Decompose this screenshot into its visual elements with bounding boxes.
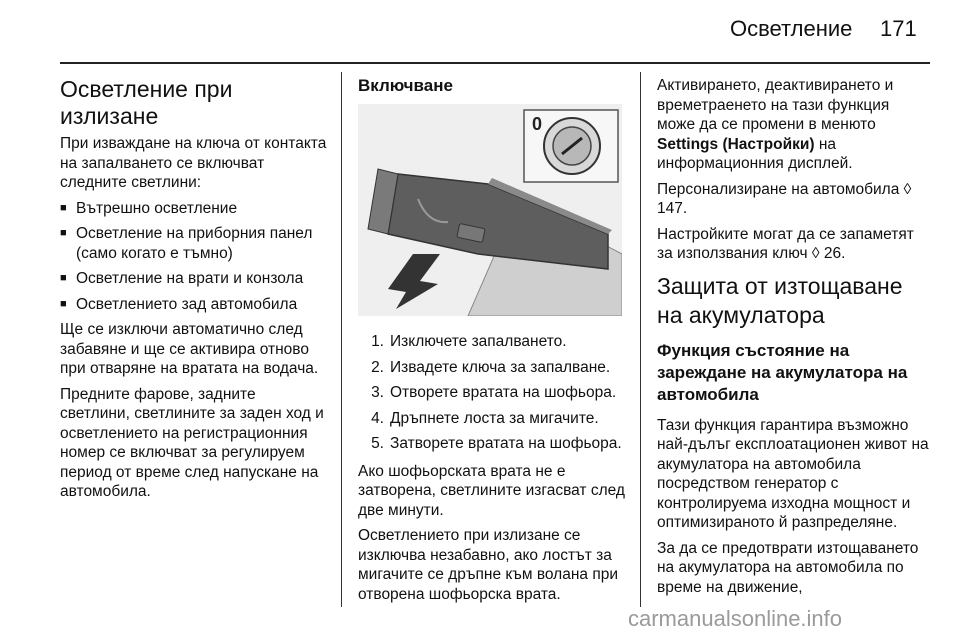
turn-signal-lever-illustration: [358, 104, 622, 316]
column-1: [60, 76, 328, 508]
paragraph: Осветлението при излизане се изключва незабавно, ако лостът за мигачите се дръпне към волана при отворена шофьорска врата.: [358, 527, 618, 603]
paragraph: Тази функция гарантира възможно най-дълъг експлоатационен живот на акумулатора на автомобила посредством генератор с контролируема изходна мощност и оптимизираното й разпределяне.: [657, 416, 929, 531]
list-item: ■ Вътрешно осветление: [60, 199, 328, 219]
paragraph: Предните фарове, задните светлини, светлините за заден ход и осветлението на регистрационния номер се включват за регулируем период от време след напускане на автомобила.: [60, 385, 324, 500]
paragraph: Ще се изключи автоматично след забавяне и ще се активира отново при отваряне на вратата на водача.: [60, 321, 319, 377]
list-item: ■ Осветление на врати и конзола: [60, 269, 328, 289]
figure-badge: 0: [532, 114, 543, 134]
paragraph: За да се предотврати изтощаването на акумулатора на автомобила по време на движение,: [657, 539, 919, 596]
running-header-title: Осветление: [730, 16, 853, 41]
settings-menu-name: Settings (Настройки): [657, 135, 815, 153]
list-item: 5. Затворете вратата на шофьора.: [371, 435, 622, 452]
cross-reference: Персонализиране на автомобила ◊ 147.: [657, 180, 912, 217]
column-2: [358, 76, 626, 96]
subsection-heading: Функция състояние на зареждане на акумулатора на автомобила: [657, 340, 908, 404]
list-item: 4. Дръпнете лоста за мигачите.: [371, 409, 599, 427]
list-item: ■ Осветление на приборния панел (само когато е тъмно): [60, 224, 328, 263]
page-number: 171: [880, 16, 917, 41]
list-item: 3. Отворете вратата на шофьора.: [371, 384, 617, 401]
subsection-heading: Включване: [358, 76, 453, 95]
column-divider-2: [640, 72, 641, 607]
column-divider-1: [341, 72, 342, 607]
lever-drawing: [358, 104, 622, 316]
list-item: 1. Изключете запалването.: [371, 333, 567, 350]
paragraph: Ако шофьорската врата не е затворена, светлините изгасват след две минути.: [358, 462, 625, 519]
section-heading: Защита от изтощаване на акумулатора: [657, 272, 903, 328]
intro-paragraph: При изваждане на ключа от контакта на запалването се включват следните светлини:: [60, 135, 327, 191]
list-item: ■ Осветлението зад автомобила: [60, 295, 328, 315]
steps-list: [358, 332, 630, 454]
list-item: 2. Извадете ключа за запалване.: [371, 358, 611, 376]
header-rule: [60, 62, 930, 64]
watermark: carmanualsonline.info: [628, 606, 843, 631]
paragraph: Активирането, деактивирането и времетраенето на тази функция може да се промени в менюто Settings (Настройки) на информационния дисплей.: [657, 77, 894, 172]
column-2-body: [358, 332, 630, 610]
cross-reference: Настройките могат да се запаметят за използвания ключ ◊ 26.: [657, 225, 914, 262]
column-3: [657, 76, 929, 603]
lights-list: [60, 199, 328, 315]
section-heading: Осветление при излизане: [60, 76, 233, 129]
